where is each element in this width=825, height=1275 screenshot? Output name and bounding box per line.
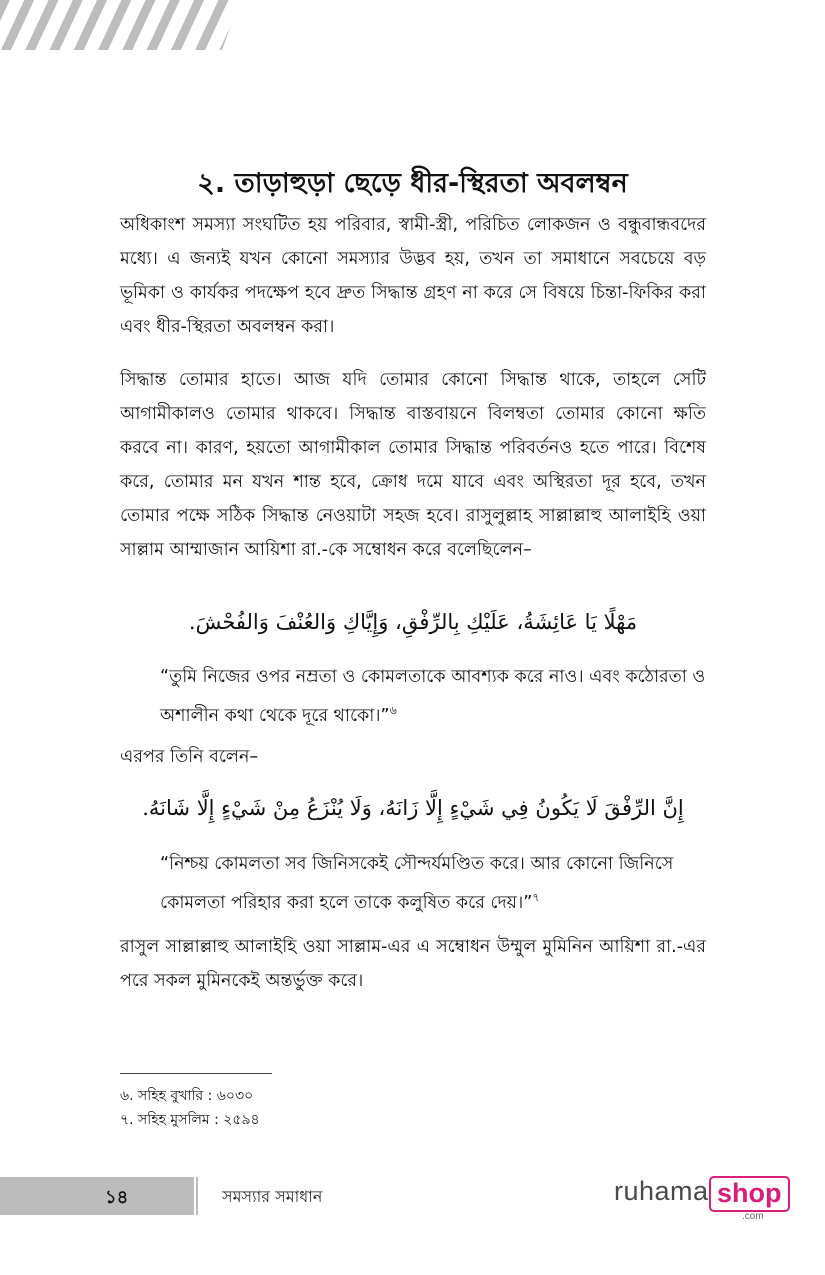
footnote-6: ৬. সহিহ বুখারি : ৬০৩০	[120, 1088, 254, 1104]
chapter-heading: ২. তাড়াহুড়া ছেড়ে ধীর-স্থিরতা অবলম্বন	[197, 168, 628, 200]
footnote-ref-6: ৬	[389, 704, 397, 717]
footer-bar	[0, 1177, 192, 1215]
page-number: ১৪	[105, 1187, 129, 1208]
quote-2-text: “নিশ্চয় কোমলতা সব জিনিসকেই সৌন্দর্যমণ্ডিত করে। আর কোনো জিনিসে কোমলতা পরিহার করা হলে তাকে কলুষিত করে দেয়।”	[160, 854, 674, 913]
logo-text-shop: shop	[709, 1176, 790, 1212]
footnote-divider	[120, 1073, 272, 1074]
decorative-stripes	[0, 0, 240, 50]
paragraph-3: রাসুল সাল্লাল্লাহু আলাইহি ওয়া সাল্লাম-এর এ সম্বোধন উম্মুল মুমিনিন আয়িশা রা.-এর পরে সকল মুমিনকেই অন্তর্ভুক্ত করে।	[120, 937, 706, 991]
footnote-ref-7: ৭	[532, 891, 540, 904]
paragraph-1: অধিকাংশ সমস্যা সংঘটিত হয় পরিবার, স্বামী-স্ত্রী, পরিচিত লোকজন ও বন্ধুবান্ধবদের মধ্যে। এ জন্যই যখন কোনো সমস্যার উদ্ভব হয়, তখন তা সমাধানে সবচেয়ে বড় ভূমিকা ও কার্যকর পদক্ষেপ হবে দ্রুত সিদ্ধান্ত গ্রহণ না করে সে বিষয়ে চিন্তা-ফিকির করা এবং ধীর-স্থিরতা অবলম্বন করা।	[120, 215, 706, 337]
logo-text-ruhama: ruhama	[614, 1176, 709, 1206]
footnote-7: ৭. সহিহ মুসলিম : ২৫৯৪	[120, 1112, 260, 1128]
ruhamashop-logo	[614, 1174, 784, 1224]
logo-text-domain: .com	[742, 1211, 764, 1222]
quote-1	[160, 660, 706, 733]
then-said-text: এরপর তিনি বলেন–	[120, 747, 259, 767]
arabic-hadith-2: إِنَّ الرِّفْقَ لَا يَكُونُ فِي شَيْءٍ إِلَّا زَانَهُ، وَلَا يُنْزَعُ مِنْ شَيْءٍ إِلَّا شَانَهُ.	[142, 796, 684, 820]
paragraph-2: সিদ্ধান্ত তোমার হাতে। আজ যদি তোমার কোনো সিদ্ধান্ত থাকে, তাহলে সেটি আগামীকালও তোমার থাকবে। সিদ্ধান্ত বাস্তবায়নে বিলম্বতা তোমার কোনো ক্ষতি করবে না। কারণ, হয়তো আগামীকাল তোমার সিদ্ধান্ত পরিবর্তনও হতে পারে। বিশেষ করে, তোমার মন যখন শান্ত হবে, ক্রোধ দমে যাবে এবং অস্থিরতা দূর হবে, তখন তোমার পক্ষে সঠিক সিদ্ধান্ত নেওয়াটা সহজ হবে। রাসুলুল্লাহ সাল্লাল্লাহু আলাইহি ওয়া সাল্লাম আম্মাজান আয়িশা রা.-কে সম্বোধন করে বলেছিলেন–	[120, 370, 706, 560]
quote-2	[160, 847, 706, 920]
arabic-hadith-1: مَهْلًا يَا عَائِشَةُ، عَلَيْكِ بِالرِّفْقِ، وَإِيَّاكِ وَالعُنْفَ وَالفُحْشَ.	[188, 610, 638, 634]
quote-1-text: “তুমি নিজের ওপর নম্রতা ও কোমলতাকে আবশ্যক করে নাও। এবং কঠোরতা ও অশালীন কথা থেকে দূরে থাকো।”	[160, 667, 706, 726]
running-book-title: সমস্যার সমাধান	[222, 1187, 323, 1206]
